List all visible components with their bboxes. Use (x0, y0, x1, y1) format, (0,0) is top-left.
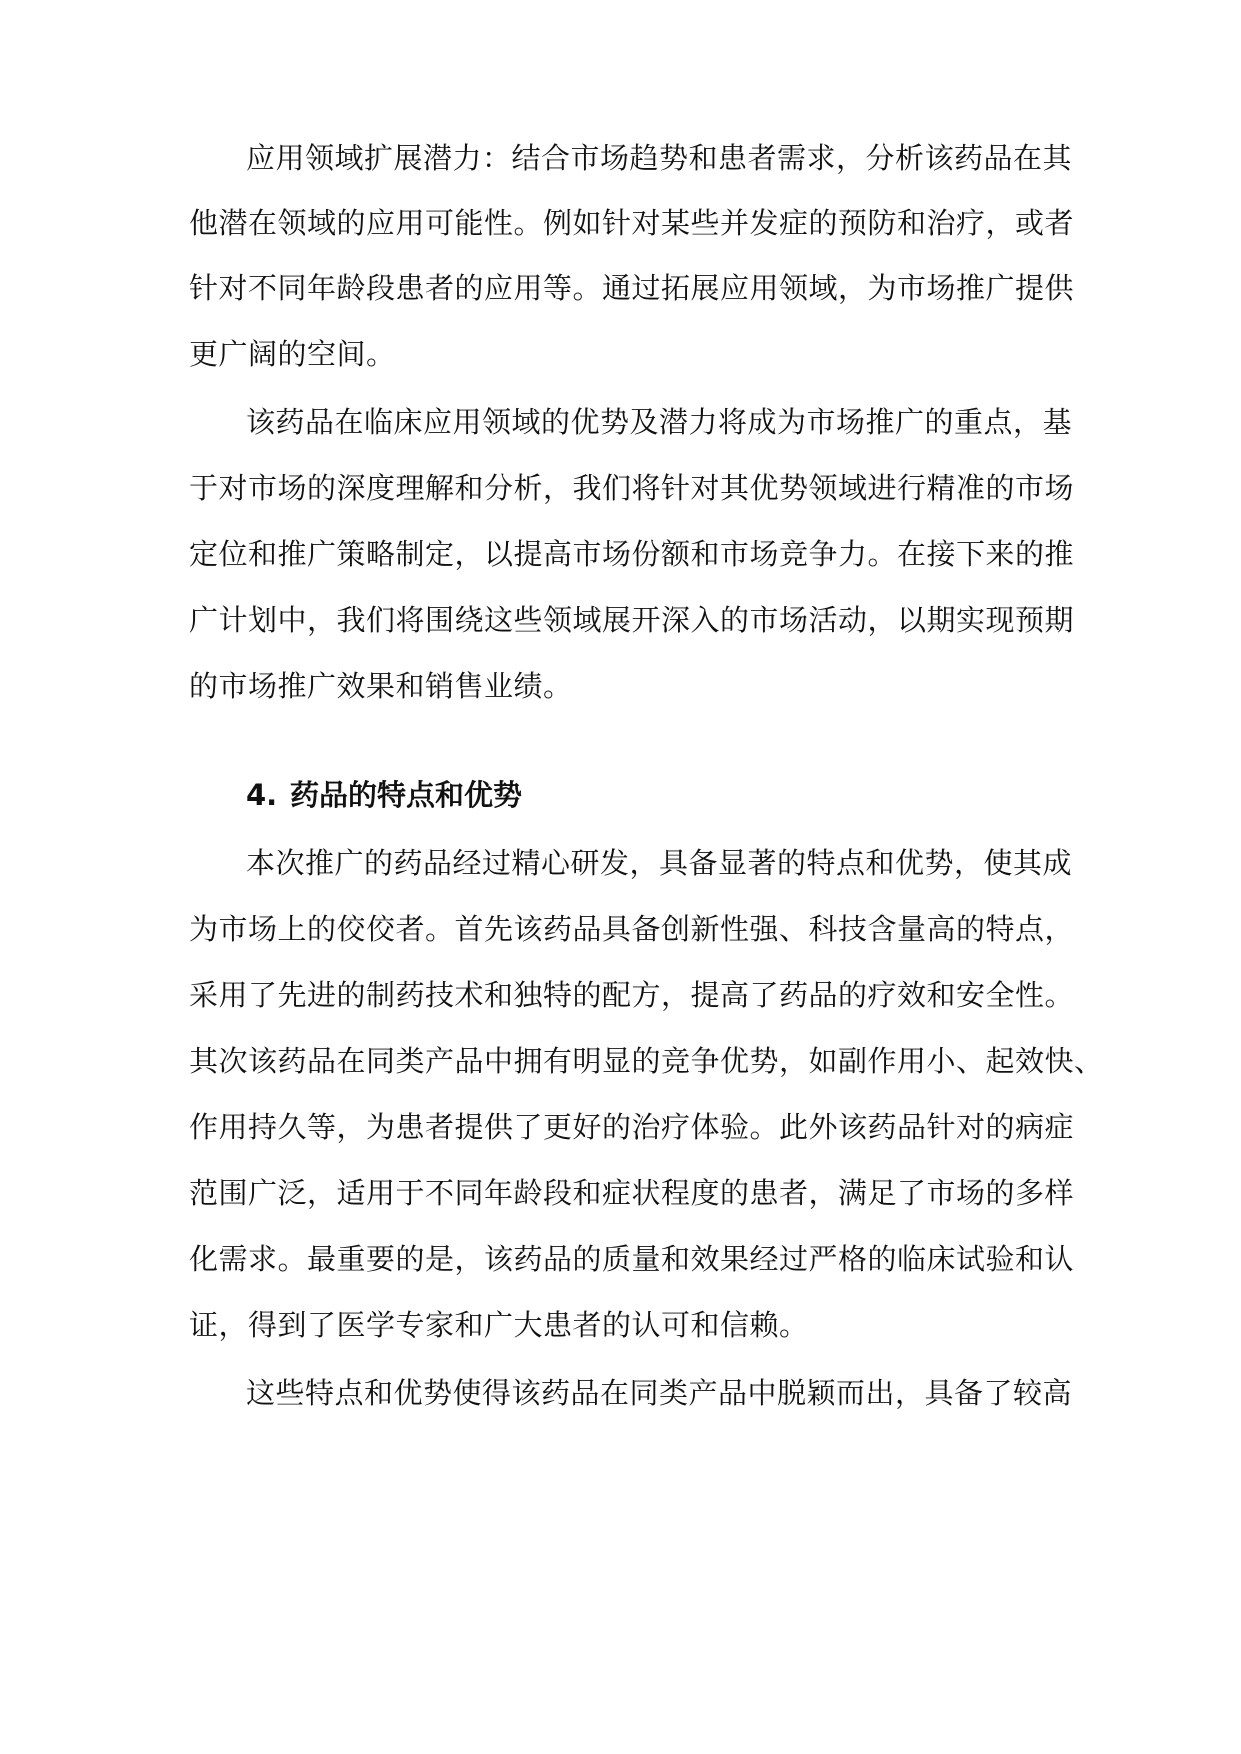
paragraph-3-line-2: 为市场上的佼佼者。首先该药品具备创新性强、科技含量高的特点， (189, 912, 1075, 946)
paragraph-3-line-3: 采用了先进的制药技术和独特的配方，提高了药品的疗效和安全性。 (189, 978, 1075, 1012)
paragraph-2-line-5: 的市场推广效果和销售业绩。 (189, 669, 573, 703)
section-heading (246, 775, 1069, 815)
paragraph-3-line-8: 证，得到了医学专家和广大患者的认可和信赖。 (189, 1308, 809, 1342)
paragraph-2-line-2: 于对市场的深度理解和分析，我们将针对其优势领域进行精准的市场 (189, 471, 1075, 505)
section-title: 药品的特点和优势 (290, 778, 523, 812)
paragraph-3-line-6: 范围广泛，适用于不同年龄段和症状程度的患者，满足了市场的多样 (189, 1176, 1075, 1210)
paragraph-3-line-1: 本次推广的药品经过精心研发，具备显著的特点和优势，使其成 (246, 846, 1073, 880)
paragraph-1-line-4: 更广阔的空间。 (189, 337, 396, 371)
paragraph-3-line-5: 作用持久等，为患者提供了更好的治疗体验。此外该药品针对的病症 (189, 1110, 1075, 1144)
paragraph-1-line-2: 他潜在领域的应用可能性。例如针对某些并发症的预防和治疗，或者 (189, 206, 1075, 240)
paragraph-4-line-1: 这些特点和优势使得该药品在同类产品中脱颖而出，具备了较高 (246, 1376, 1073, 1410)
paragraph-3-line-7: 化需求。最重要的是，该药品的质量和效果经过严格的临床试验和认 (189, 1242, 1075, 1276)
paragraph-3-line-4: 其次该药品在同类产品中拥有明显的竞争优势，如副作用小、起效快、 (189, 1044, 1104, 1078)
paragraph-2-line-3: 定位和推广策略制定，以提高市场份额和市场竞争力。在接下来的推 (189, 537, 1075, 571)
paragraph-1-line-1: 应用领域扩展潜力：结合市场趋势和患者需求，分析该药品在其 (246, 141, 1073, 175)
section-number: 4. (246, 778, 278, 812)
paragraph-2-line-4: 广计划中，我们将围绕这些领域展开深入的市场活动，以期实现预期 (189, 603, 1075, 637)
paragraph-2-line-1: 该药品在临床应用领域的优势及潜力将成为市场推广的重点，基 (246, 405, 1073, 439)
paragraph-1-line-3: 针对不同年龄段患者的应用等。通过拓展应用领域，为市场推广提供 (189, 271, 1075, 305)
